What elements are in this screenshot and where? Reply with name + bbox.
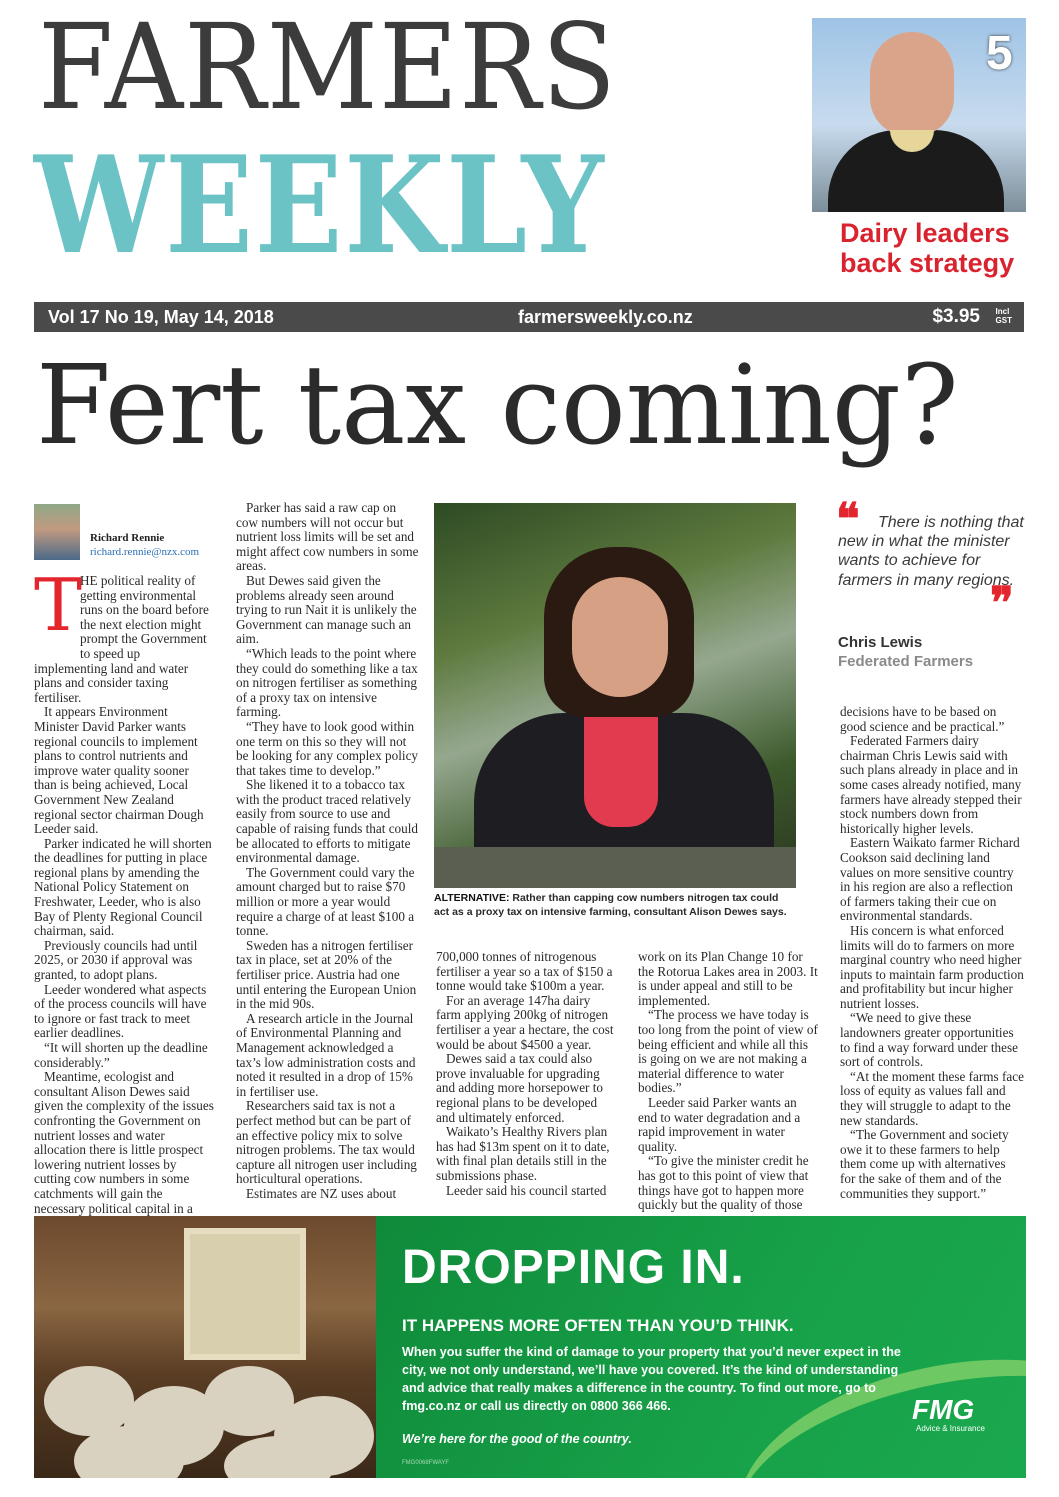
paragraph: Previously councils had until 2025, or 2030 if approval was granted, to adopt plans. xyxy=(34,937,198,983)
paragraph: Meantime, ecologist and consultant Alison Dewes said given the complexity of the issues confronting the Government on nutrient losses and water allocation there is little prospect lowering nutrient losses by cutting cow numbers in some catchments will gain the necessary political capital in a xyxy=(34,1069,214,1216)
quote-attribution-org: Federated Farmers xyxy=(838,653,974,670)
paragraph: Eastern Waikato farmer Richard Cookson said declining land values on more sensitive country in his region are also a reflection of farmers taking their cue on environmental standards. xyxy=(840,835,1020,924)
masthead-weekly: WEEKLY xyxy=(34,126,606,284)
paragraph: Researchers said tax is not a perfect method but can be part of an effective policy mix to solve nitrogen problems. The tax would capture all nitrogen user including horticultural operations. xyxy=(236,1098,417,1187)
paragraph: “It will shorten up the deadline considerably.” xyxy=(34,1040,208,1070)
advert-tagline: We’re here for the good of the country. xyxy=(402,1432,632,1446)
author-avatar xyxy=(34,504,80,560)
paragraph: Parker has said a raw cap on cow numbers will not occur but nutrient loss limits will be set and might affect cow numbers in some areas. xyxy=(236,500,419,574)
paragraph: His concern is what enforced limits will do to farmers on more marginal country who need higher inputs to maintain farm production and profitability but incur higher nutrient losses. xyxy=(840,922,1024,1011)
advert-headline: DROPPING IN. xyxy=(402,1241,745,1294)
drop-cap: T xyxy=(34,563,83,647)
paragraph: 700,000 tonnes of nitrogenous fertiliser a year so a tax of $150 a tonne would take $100m a year. xyxy=(436,949,613,994)
paragraph: “The process we have today is too long from the point of view of being efficient and while all this is going on we are not making a material difference to water bodies.” xyxy=(638,1007,818,1096)
author-name: Richard Rennie xyxy=(90,532,165,544)
paragraph: The Government could vary the amount charged but to raise $70 million or more a year would require a charge of at least $100 a tonne. xyxy=(236,864,415,939)
masthead-farmers: FARMERS xyxy=(38,0,617,136)
paragraph: A research article in the Journal of Environmental Planning and Management acknowledged a tax’s low administration costs and noted it resulted in a drop of 15% in fertiliser use. xyxy=(236,1010,416,1099)
lead-headline: Fert tax coming? xyxy=(36,341,959,469)
paragraph: Estimates are NZ uses about xyxy=(246,1185,397,1201)
issue-date: Vol 17 No 19, May 14, 2018 xyxy=(48,307,274,327)
caption-label: ALTERNATIVE: xyxy=(434,892,510,904)
photo-caption xyxy=(434,892,796,919)
article-column-1 xyxy=(34,563,214,1231)
article-column-4 xyxy=(638,950,818,1213)
paragraph: But Dewes said given the problems already seen around trying to run Nait it is unlikely the Government can manage such an aim. xyxy=(236,572,417,647)
author-email[interactable]: richard.rennie@nzx.com xyxy=(90,546,200,558)
paragraph: Leeder said his council started xyxy=(446,1182,607,1198)
paragraph: “To give the minister credit he has got to this point of view that things have got to happen more quickly but the quality of those xyxy=(638,1153,809,1213)
article-column-3 xyxy=(436,950,616,1198)
paragraph: “At the moment these farms face loss of equity as values fall and they will struggle to adapt to the new standards. xyxy=(840,1068,1024,1128)
paragraph: decisions have to be based on good science and be practical.” xyxy=(840,704,1005,734)
advert-sheep-photo[interactable] xyxy=(34,1216,376,1478)
promo-page-number: 5 xyxy=(986,27,1013,80)
website-link[interactable]: farmersweekly.co.nz xyxy=(518,307,693,327)
pull-quote-text: There is nothing that new in what the minister wants to achieve for farmers in many regions. xyxy=(838,514,1024,589)
paragraph: Waikato’s Healthy Rivers plan has had $13m spent on it to date, with final plan details still in the submissions phase. xyxy=(436,1124,610,1183)
advert-body: When you suffer the kind of damage to your property that you’d never expect in the city, we not only understand, we’ll have you covered. It’s the kind of understanding and advice that really makes a difference in the country. To find out more, go to fmg.co.nz or call us directly on 0800 366 466. xyxy=(402,1345,901,1413)
paragraph: “Which leads to the point where they could do something like a tax on nitrogen fertiliser as something of a proxy tax on intensive farming. xyxy=(236,645,418,720)
quote-open-icon: ❝ xyxy=(836,494,860,545)
paragraph: Leeder wondered what aspects of the process councils will have to ignore or fast track to meet earlier deadlines. xyxy=(34,981,207,1041)
paragraph: Dewes said a tax could also prove invaluable for upgrading and adding more horsepower to regional plans to be developed and ultimately enforced. xyxy=(436,1051,603,1125)
paragraph: work on its Plan Change 10 for the Rotorua Lakes area in 2003. It is under appeal and still to be implemented. xyxy=(638,949,818,1008)
alison-dewes-photo[interactable] xyxy=(434,503,796,888)
article-column-5 xyxy=(840,705,1024,1201)
caption-text: Rather than capping cow numbers nitrogen tax could act as a proxy tax on intensive farming, consultant Alison Dewes says. xyxy=(434,892,787,918)
paragraph: Leeder said Parker wants an end to water degradation and a rapid improvement in water quality. xyxy=(638,1094,801,1154)
paragraph: HE political reality of getting environmental runs on the board before the next election might prompt the Government to speed up implementing land and water plans and consider taxing fertiliser. xyxy=(34,573,209,705)
paragraph: “The Government and society owe it to these farmers to help them come up with alternatives for the sake of them and of the communities they support.” xyxy=(840,1127,1009,1201)
paragraph: She likened it to a tobacco tax with the product traced relatively easily from source to use and capable of raising funds that could be allocated to efforts to mitigate environmental damage. xyxy=(236,777,419,866)
advert-subheadline: IT HAPPENS MORE OFTEN THAN YOU’D THINK. xyxy=(402,1316,794,1335)
article-column-2 xyxy=(236,501,420,1202)
paragraph: Federated Farmers dairy chairman Chris Lewis said with such plans already in place and in some cases already notified, many farmers have already stepped their stock numbers down from historically higher levels. xyxy=(840,733,1022,836)
fmg-logo-subtitle: Advice & Insurance xyxy=(916,1424,985,1433)
paragraph: Parker indicated he will shorten the deadlines for putting in place regional plans by amending the National Policy Statement on Freshwater, Leeder, who is also Bay of Plenty Regional Council chairman, said. xyxy=(34,835,212,939)
paragraph: It appears Environment Minister David Parker wants regional councils to implement plans to control nutrients and improve water quality sooner than is being achieved, Local Government New Zealand regional sector chairman Dough Leeder said. xyxy=(34,704,204,837)
paragraph: “They have to look good within one term on this so they will not be looking for any complex policy that takes time to develop.” xyxy=(236,718,419,778)
price-note: Incl GST xyxy=(995,307,1012,325)
paragraph: “We need to give these landowners greater opportunities to find a way forward under these sort of controls. xyxy=(840,1010,1018,1070)
issue-info-bar xyxy=(34,302,1024,332)
advert-code: FMG0068FWAYF xyxy=(402,1460,450,1466)
quote-close-icon: ❞ xyxy=(990,578,1014,629)
quote-attribution-name: Chris Lewis xyxy=(838,634,923,651)
promo-headline[interactable]: Dairy leaders back strategy xyxy=(840,218,1015,278)
paragraph: For an average 147ha dairy farm applying 200kg of nitrogen fertiliser a year a hectare, the cost would be about $4500 a year. xyxy=(436,992,614,1052)
cover-price: $3.95 xyxy=(932,306,980,327)
paragraph: Sweden has a nitrogen fertiliser tax in place, set at 20% of the fertiliser price. Austria had one until entering the European Union in the mid 90s. xyxy=(236,937,417,1012)
fmg-logo[interactable]: FMG xyxy=(912,1394,975,1425)
